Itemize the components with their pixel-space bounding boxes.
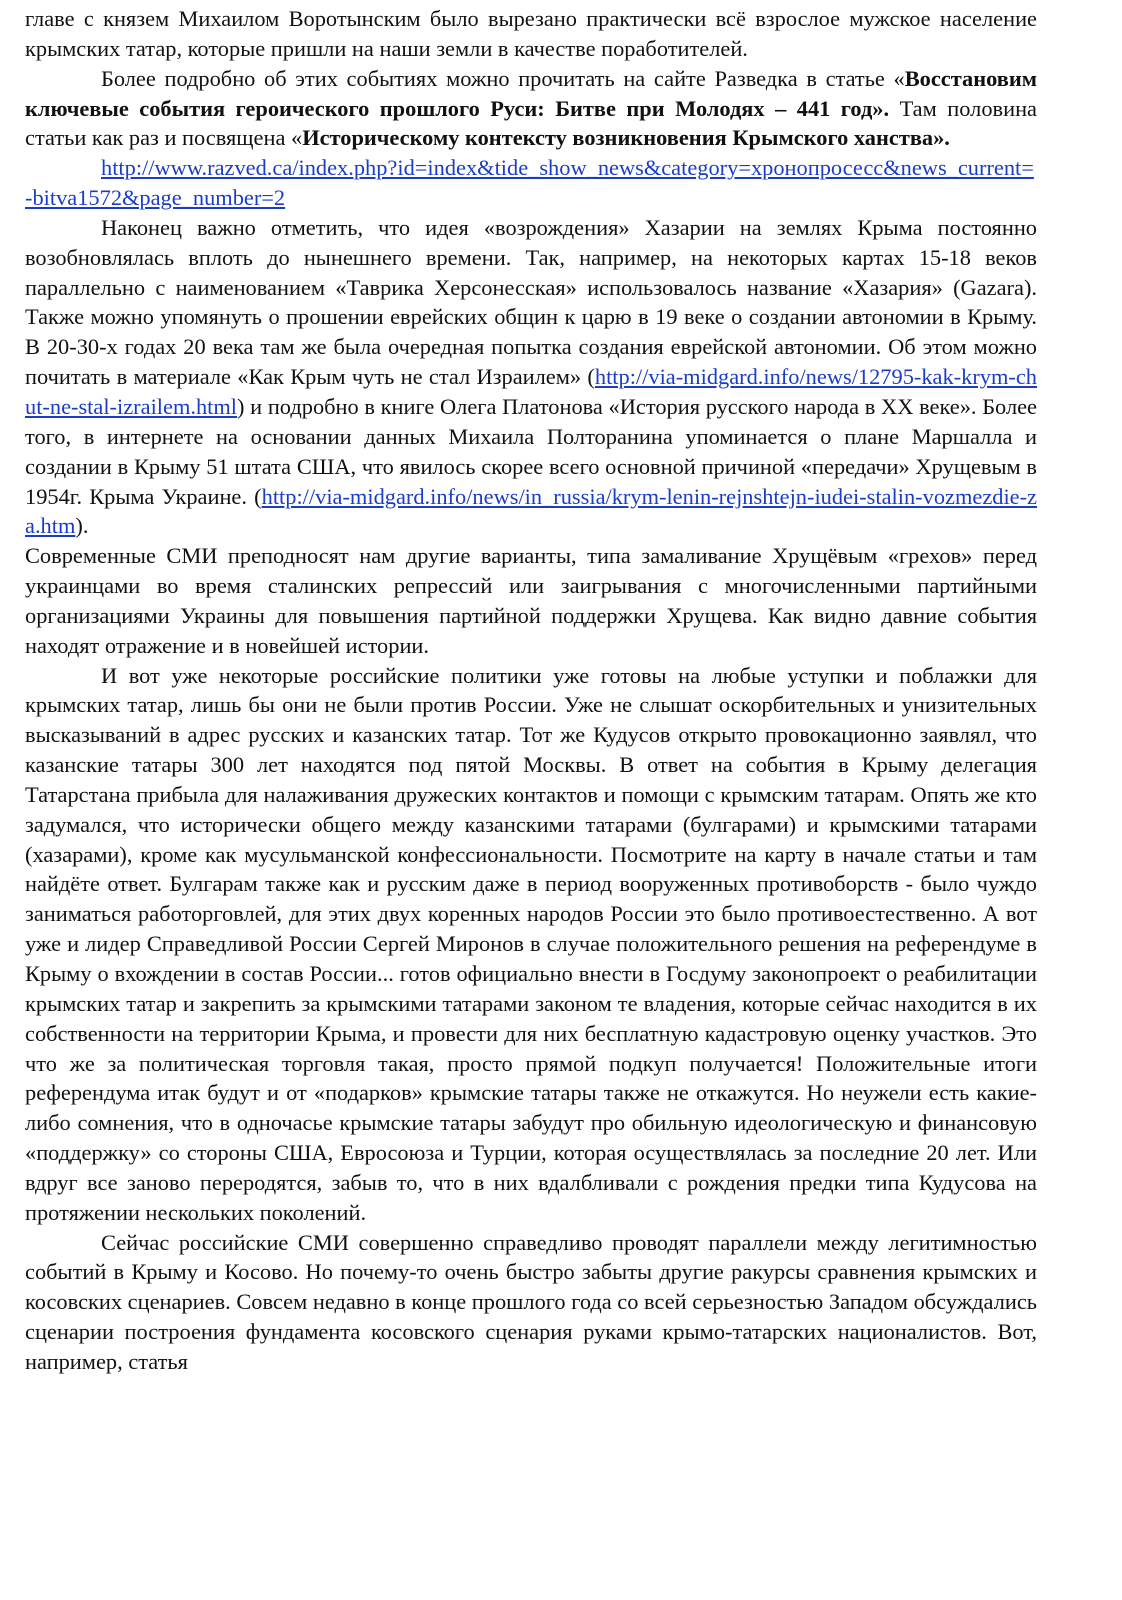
paragraph-4-text-a: Наконец важно отметить, что идея «возрождения» Хазарии на землях Крыма постоянно возобновлялась вплоть до нынешнего времени. Так, например, на некоторых картах 15-18 веков параллельно с наименованием «Таврика Херсонесская» использовалось название «Хазария» (Gazara). Также можно упомянуть о прошении еврейских общин к царю в 19 веке о создании автономии в Крыму. В 20-30-х годах 20 века там же была очередная попытка создания еврейской автономии. Об этом можно почитать в материале «Как Крым чуть не стал Израилем» ( xyxy=(25,214,1037,390)
paragraph-3-url xyxy=(25,153,1037,213)
paragraph-4 xyxy=(25,213,1037,541)
section-title-bold: Историческому контексту возникновения Крымского ханства». xyxy=(302,125,950,151)
paragraph-5 xyxy=(25,541,1037,660)
paragraph-2-text-b: Там половина статьи как раз и посвящена « xyxy=(25,95,1037,151)
paragraph-7-text: Сейчас российские СМИ совершенно справедливо проводят параллели между легитимностью событий в Крыму и Косово. Но почему-то очень быстро забыты другие ракурсы сравнения крымских и косовских сценариев. Совсем недавно в конце прошлого года со всей серьезностью Западом обсуждались сценарии построения фундамента косовского сценария руками крымо-татарских националистов. Вот, например, статья xyxy=(25,1229,1037,1374)
document-page xyxy=(25,4,1037,1377)
via-midgard-krym-lenin-link[interactable]: http://via-midgard.info/news/in_russia/krym-lenin-rejnshtejn-iudei-stalin-vozmezdie-za.htm xyxy=(25,483,1037,539)
razved-article-link[interactable]: http://www.razved.ca/index.php?id=index&tide_show_news&category=хронопросесс&news_current=-bitva1572&page_number=2 xyxy=(25,155,1034,211)
paragraph-7 xyxy=(25,1228,1037,1377)
paragraph-6 xyxy=(25,661,1037,1228)
paragraph-1 xyxy=(25,4,1037,64)
paragraph-6-text: И вот уже некоторые российские политики уже готовы на любые уступки и поблажки для крымских татар, лишь бы они не были против России. Уже не слышат оскорбительных и унизительных высказываний в адрес русских и казанских татар. Тот же Кудусов открыто провокационно заявлял, что казанские татары 300 лет находятся под пятой Москвы. В ответ на события в Крыму делегация Татарстана прибыла для налаживания дружеских контактов и помощи с крымским татарам. Опять же кто задумался, что исторически общего между казанскими татарами (булгарами) и крымскими татарами (хазарами), кроме как мусульманской конфессиональности. Посмотрите на карту в начале статьи и там найдёте ответ. Булгарам также как и русским даже в период вооруженных противоборств - было чуждо заниматься работорговлей, для этих двух коренных народов России это было противоестественно. А вот уже и лидер Справедливой России Сергей Миронов в случае положительного решения на референдуме в Крыму о вхождении в состав России... готов официально внести в Госдуму законопроект о реабилитации крымских татар и закрепить за крымскими татарами законом те владения, которые сейчас находится в их собственности на территории Крыма, и провести для них бесплатную кадастровую оценку участков. Это что же за политическая торговля такая, просто прямой подкуп получается! Положительные итоги референдума итак будут и от «подарков» крымские татары также не откажутся. Но неужели есть какие-либо сомнения, что в одночасье крымские татары забудут про обильную идеологическую и финансовую «поддержку» со стороны США, Евросоюза и Турции, которая осуществлялась за последние 20 лет. Или вдруг все заново переродятся, забыв то, что в них вдалбливали с рождения предки типа Кудусова на протяжении нескольких поколений. xyxy=(25,662,1037,1225)
paragraph-1-text: главе с князем Михаилом Воротынским было вырезано практически всё взрослое мужское население крымских татар, которые пришли на наши земли в качестве поработителей. xyxy=(25,6,1037,61)
article-title-bold: Восстановим ключевые события героического прошлого Руси: Битве при Молодях – 441 год». xyxy=(25,65,1037,121)
paragraph-5-text: Современные СМИ преподносят нам другие варианты, типа замаливание Хрущёвым «грехов» перед украинцами во время сталинских репрессий или заигрывания с многочисленными партийными организациями Украины для повышения партийной поддержки Хрущева. Как видно давние события находят отражение и в новейшей истории. xyxy=(25,543,1037,658)
paragraph-4-text-b: ) и подробно в книге Олега Платонова «История русского народа в XX веке». Более того, в интернете на основании данных Михаила Полторанина упоминается о плане Маршалла и создании в Крыму 51 штата США, что явилось скорее всего основной причиной «передачи» Хрущевым в 1954г. Крыма Украине. ( xyxy=(25,393,1037,509)
paragraph-4-text-c: ). xyxy=(75,513,89,539)
paragraph-2-text-a: Более подробно об этих событиях можно прочитать на сайте Разведка в статье « xyxy=(101,65,905,91)
via-midgard-israel-link[interactable]: http://via-midgard.info/news/12795-kak-krym-chut-ne-stal-izrailem.html xyxy=(25,364,1037,419)
paragraph-2 xyxy=(25,64,1037,154)
